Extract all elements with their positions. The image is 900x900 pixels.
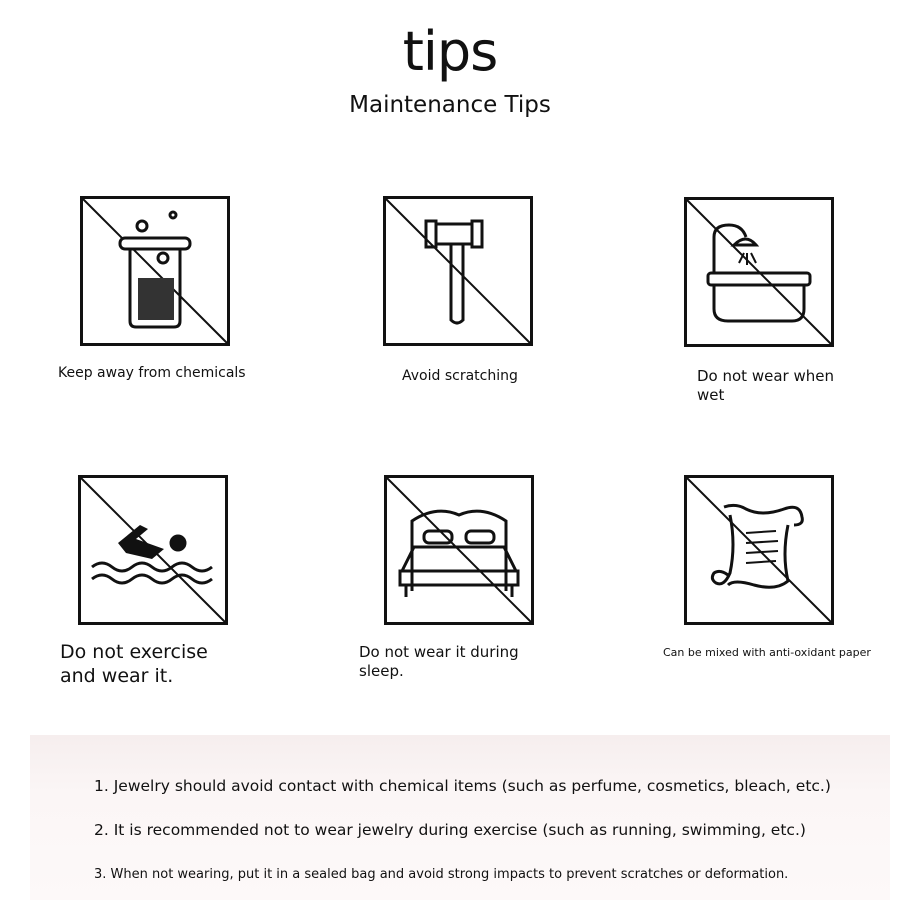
bed-icon <box>384 475 534 625</box>
page-title: tips <box>402 20 498 83</box>
tip-label-exercise: Do not exercise and wear it. <box>60 641 208 687</box>
swimmer-icon <box>78 475 228 625</box>
note-item: 1. Jewelry should avoid contact with chemical items (such as perfume, cosmetics, bleach, etc.) <box>94 777 831 795</box>
note-item: 3. When not wearing, put it in a sealed bag and avoid strong impacts to prevent scratches or deformation. <box>94 867 789 882</box>
chemicals-beaker-icon <box>80 196 230 346</box>
note-item: 2. It is recommended not to wear jewelry during exercise (such as running, swimming, etc.) <box>94 821 806 839</box>
bathtub-icon <box>684 197 834 347</box>
tip-label-chemicals: Keep away from chemicals <box>58 365 246 381</box>
notes-panel <box>30 735 890 900</box>
page-subtitle: Maintenance Tips <box>349 92 551 118</box>
tip-label-sleep: Do not wear it during sleep. <box>359 643 519 680</box>
tip-label-scratching: Avoid scratching <box>402 368 518 384</box>
tip-label-wet: Do not wear when wet <box>697 367 834 404</box>
paper-scroll-icon <box>684 475 834 625</box>
tip-label-paper: Can be mixed with anti-oxidant paper <box>663 646 871 659</box>
hammer-icon <box>383 196 533 346</box>
